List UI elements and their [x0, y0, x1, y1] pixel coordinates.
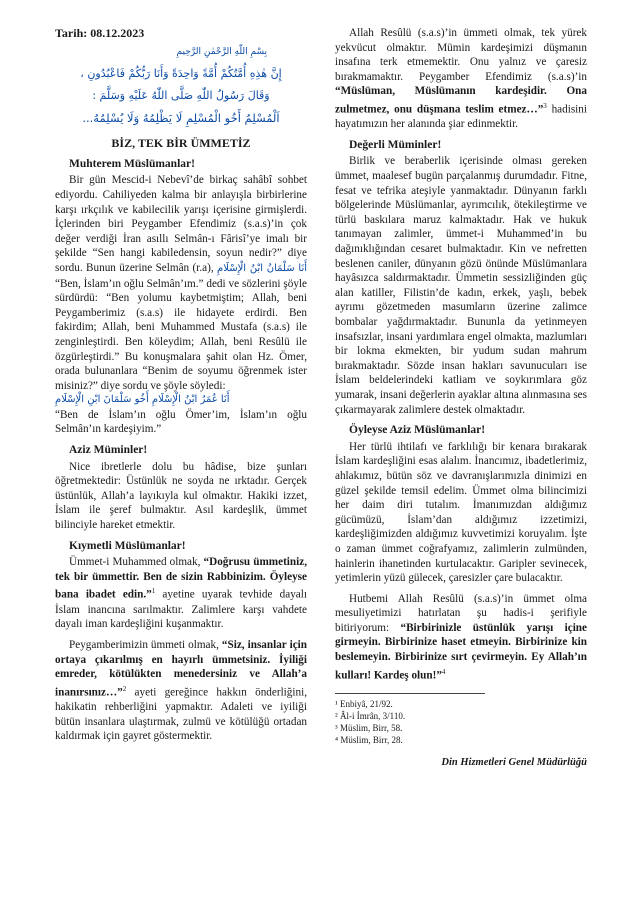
footnote-2: ² Âl-i İmrân, 3/110.	[335, 711, 406, 721]
publisher-footer: Din Hizmetleri Genel Müdürlüğü	[441, 757, 587, 768]
hadith-intro-arabic: وَقَالَ رَسُولُ اللّٰهِ صَلَّى اللّٰهُ عَلَيْهِ وَسَلَّمَ :	[92, 89, 270, 103]
footnote-1: ¹ Enbiyâ, 21/92.	[335, 699, 393, 709]
date-label: Tarih: 08.12.2023	[55, 26, 145, 40]
paragraph-call: Her türlü ihtilafı ve farklılığı bir kenara bırakarak İslam kardeşliğini esas alalım. İnancımız, ibadetlerimiz, ahlakımız, bütün söz ve davranışlarımızla dinimizi en güzel şekilde temsil edelim. Ümmet olma bilincimizi her daim diri tutalım. İmanımızdan aldığımız gücümüzü, İslam’dan aldığımız izzetimizi, kardeşliğimizden aldığımız kuvvetimizi koruyalım. İşte o zaman ümmet coğrafyamız, zalimlerin zulmünden, hainlerin ihanetinden kurtulacaktır. Garipler sevinecek, yetimlerin yüzü gülecek, çaresizler çare bulacaktır.	[335, 440, 587, 585]
paragraph-brotherhood	[335, 26, 587, 132]
story-text-3: “Ben de İslam’ın oğlu Ömer’im, İslam’ın oğlu Selmân’ın kardeşiyim.”	[55, 408, 307, 436]
heading-aziz-muminler: Aziz Müminler!	[69, 444, 148, 457]
footnote-ref-1: 1	[151, 587, 156, 596]
ummah-1-rest: ayetine uyarak tevhide dayalı İslam inancına sarılmaktır. Zalimlere karşı vahdete dayalı iman kardeşliğini kuşanmaktır.	[55, 589, 307, 631]
paragraph-ummah-2	[55, 638, 307, 744]
paragraph-closing	[335, 592, 587, 683]
footnote-3: ³ Müslim, Birr, 58.	[335, 723, 403, 733]
closing-hadith: “Birbirinizle üstünlük yarışı içine girmeyin. Birbirinize haset etmeyin. Birbirinize kin beslemeyin. Birbirinize sırt çevirmeyin. Ey Allah’ın kulları! Kardeş olun!”	[335, 621, 587, 682]
brotherhood-rest: hadisini hayatımızın her alanında şiar edinmektir.	[335, 103, 587, 131]
ummah-2-verse: “Siz, insanlar için ortaya çıkarılmış en hayırlı ümmetsiniz. İyiliği emreder, kötülükten menedersiniz ve Allah’a inanırsınız…”	[55, 638, 307, 699]
ummah-2-intro: Peygamberimizin ümmeti olmak,	[69, 638, 219, 651]
footnote-ref-3: 3	[543, 101, 547, 110]
basmala-arabic: بِسْمِ اللّٰهِ الرَّحْمٰنِ الرَّحِيمِ	[176, 46, 267, 57]
heading-muhterem: Muhterem Müslümanlar!	[69, 157, 195, 170]
heading-kiymetli: Kıymetli Müslümanlar!	[69, 539, 186, 552]
footnote-ref-2: 2	[122, 684, 127, 693]
left-column	[55, 26, 307, 750]
footnote-divider	[335, 693, 485, 694]
closing-intro: Hutbemi Allah Resûlü (s.a.s)’in ümmet olma mesuliyetimizi hatırlatan şu hadis-i şerifiyle bitiriyorum:	[335, 592, 587, 634]
sermon-title: BİZ, TEK BİR ÜMMETİZ	[111, 136, 251, 151]
story-text-1: Bir gün Mescid-i Nebevî’de birkaç sahâbî sohbet ediyordu. Cahiliyeden kalma bir anlayışla birbirlerine karşı ırkçılık ve kabilecilik yarışı içerisine girmişlerdi. İçlerinden biri Peygamber Efendimiz (s.a.s)’in çok değer verdiği İran asıllı Selmân-ı Fârisî’ye imalı bir şekilde “Sen hangi kabiledensin, soyun nedir?” diye sordu. Bunun üzerine Selmân (r.a),	[55, 174, 307, 274]
ummah-2-rest: ayeti gereğince hakkın önderliğini, hakikatin rehberliğini yapmaktır. Adaleti ve iyiliği bütün insanlara ulaştırmak, zulmü ve kötülüğü ortadan kaldırmak için gayret göstermektir.	[55, 686, 307, 743]
right-column	[335, 26, 587, 771]
heading-degerli: Değerli Müminler!	[349, 138, 442, 151]
verse-arabic: إِنَّ هٰذِهِ أُمَّتُكُمْ أُمَّةً وَاحِدَةً وَأَنَا رَبُّكُمْ فَاعْبُدُونِ ،	[80, 67, 282, 81]
ummah-1-intro: Ümmet-i Muhammed olmak,	[69, 556, 201, 569]
selman-quote-arabic: أَنَا سَلْمَانُ ابْنُ الْإِسْلَامِ	[217, 262, 307, 274]
footnote-4: ⁴ Müslim, Birr, 28.	[335, 735, 403, 745]
paragraph-ummah-1	[55, 555, 307, 632]
omar-quote-arabic: أَنَا عُمَرُ ابْنُ الْإِسْلَامِ أَخُو سَلْمَانَ ابْنِ الْإِسْلَامِ	[55, 394, 230, 406]
brotherhood-hadith: “Müslüman, Müslümanın kardeşidir. Ona zulmetmez, onu düşmana teslim etmez…”	[335, 85, 587, 116]
story-text-2: “Ben, İslam’ın oğlu Selmân’ım.” dedi ve sözlerini şöyle sürdürdü: “Ben yolumu kaybetmiştim; Allah, beni Peygamberimiz (s.a.s) ile hidayete erdirdi. Ben fakirdim; Allah, beni Muhammed Mustafa (s.a.s) ile zenginleştirdi. Ben köleydim; Allah, beni Resûlü ile özgürleştirdi.” Bu konuşmalara şahit olan Hz. Ömer, orada bulunanlara “Benim de soyumu öğrenmek ister misiniz?” diye sordu ve şöyle söyledi:	[55, 277, 307, 392]
brotherhood-intro: Allah Resûlü (s.a.s)’in ümmeti olmak, tek yürek yekvücut olmaktır. Mümin kardeşimizi düşmanın insafına terk etmemektir. Onu yalnız ve çaresiz bırakmamaktır. Peygamber Efendimiz (s.a.s)’in	[335, 27, 587, 83]
paragraph-lesson: Nice ibretlerle dolu bu hâdise, bize şunları öğretmektedir: Üstünlük ne soyda ne ırktadır. Gerçek üstünlük, Allah’a layıkıyla kul olmaktır. Hakiki izzet, İslam ile şeref bulmaktır. Asıl kardeşlik, ümmet bilinciyle hareket etmektir.	[55, 460, 307, 532]
heading-oyleyse: Öyleyse Aziz Müslümanlar!	[349, 424, 486, 437]
paragraph-current-state: Birlik ve beraberlik içerisinde olması gereken ümmet, maalesef bugün parçalanmış durumdadır. Fitne, fesat ve tefrika ateşiyle yanmaktadır. Dünyanın farklı bölgelerinde Müslümanlar, ayrımcılık, ötekileştirme ve türlü baskılara maruz kalmaktadır. Hak ve hukuk tanımayan zalimler, ümmet-i Muhammed’in bu dağınıklığından cesaret bulmaktadır. Kin ve nefretten beslenen caniler, dünyanın gözü önünde Müslümanlara hayâsızca saldırmaktadır. Ümmetin sessizliğinden güç alan katiller, Filistin’de kadın, erkek, yaşlı, bebek ayrımı gözetmeden masumların üzerine zalimce bombalar yağdırmaktadır. Bununla da yetinmeyen insafsızlar, insani yardımlara engel olmakta, mazlumları bir lokma ekmekten, bir yudum sudan mahrum bırakmaktadır. Sözde insan hakları savunucuları ise İslam beldelerindeki katliam ve soykırımlara göz yumarak, insani değerlerin ayaklar altına alınmasına ses çıkarmayarak zalimlere destek olmaktadır.	[335, 155, 587, 416]
footnote-ref-4: 4	[441, 667, 446, 676]
hadith-arabic: اَلْمُسْلِمُ أَخُو الْمُسْلِمِ لَا يَظْلِمُهُ وَلَا يُسْلِمُهُ...	[82, 111, 280, 126]
ummah-1-verse: “Doğrusu ümmetiniz, tek bir ümmettir. Ben de sizin Rabbinizim. Öyleyse bana ibadet edin.”	[55, 556, 308, 602]
paragraph-story	[55, 173, 307, 437]
